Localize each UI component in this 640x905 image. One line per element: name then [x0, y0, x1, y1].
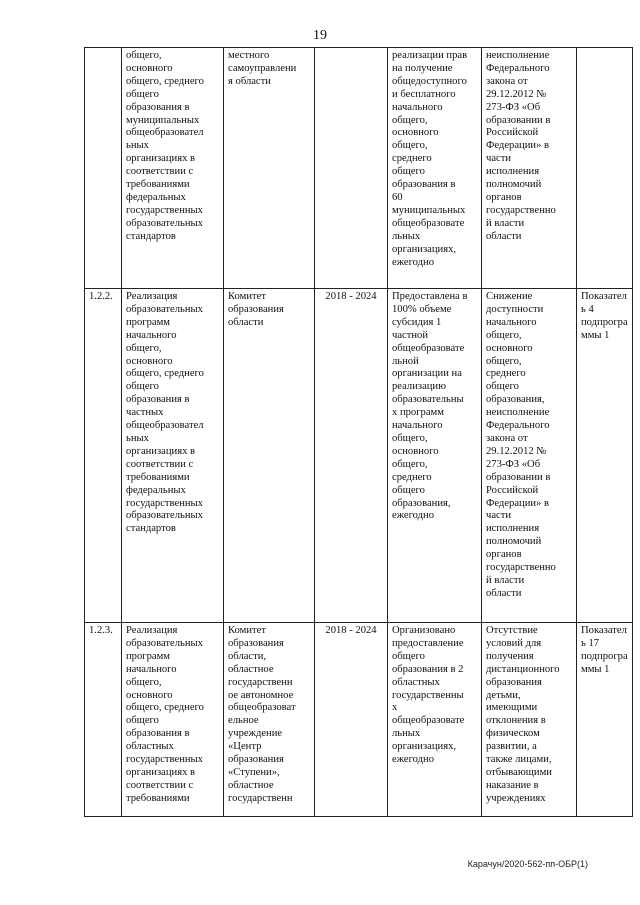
- cell-measure-name: общего, основного общего, среднего общего образования в муниципальных общеобразовател ьных организациях в соответствии с требованиями федеральных государственных образовательных стандартов: [122, 48, 224, 289]
- cell-number: 1.2.3.: [85, 623, 122, 817]
- table-row: [85, 623, 633, 817]
- cell-executor: Комитет образования области: [224, 289, 315, 623]
- table-row: [85, 289, 633, 623]
- cell-indicator-link: Показател ь 4 подпрогра ммы 1: [577, 289, 633, 623]
- cell-measure-name: Реализация образовательных программ начального общего, основного общего, среднего общего образования в частных общеобразовател ьных организациях в соответствии с требованиями федеральных государственных образовательных стандартов: [122, 289, 224, 623]
- cell-measure-name: Реализация образовательных программ начального общего, основного общего, среднего общего образования в областных государственных организациях в соответствии с требованиями: [122, 623, 224, 817]
- cell-expected-result: реализации прав на получение общедоступного и бесплатного начального общего, основного общего, среднего общего образования в 60 муниципальных общеобразовате льных организациях, ежегодно: [388, 48, 482, 289]
- cell-indicator-link: [577, 48, 633, 289]
- cell-term: [315, 48, 388, 289]
- cell-term: 2018 - 2024: [315, 289, 388, 623]
- cell-consequence: неисполнение Федерального закона от 29.12.2012 № 273-ФЗ «Об образовании в Российской Федерации» в части исполнения полномочий органов государственно й власти области: [482, 48, 577, 289]
- cell-consequence: Снижение доступности начального общего, основного общего, среднего общего образования, неисполнение Федерального закона от 29.12.2012 № 273-ФЗ «Об образовании в Российской Федерации» в части исполнения полномочий органов государственно й власти области: [482, 289, 577, 623]
- cell-expected-result: Предоставлена в 100% объеме субсидия 1 частной общеобразовате льной организации на реализацию образовательны х программ начального общего, основного общего, среднего общего образования, ежегодно: [388, 289, 482, 623]
- table-row: [85, 48, 633, 289]
- measures-table: [84, 47, 633, 817]
- cell-expected-result: Организовано предоставление общего образования в 2 областных государственны х общеобразовате льных организациях, ежегодно: [388, 623, 482, 817]
- page-number: 19: [313, 28, 327, 43]
- cell-term: 2018 - 2024: [315, 623, 388, 817]
- document-code: Карачун/2020-562-пп-ОБР(1): [467, 859, 588, 869]
- cell-consequence: Отсутствие условий для получения дистанционного образования детьми, имеющими отклонения в физическом развитии, а также лицами, отбывающими наказание в учреждениях: [482, 623, 577, 817]
- cell-indicator-link: Показател ь 17 подпрогра ммы 1: [577, 623, 633, 817]
- cell-executor: местного самоуправлени я области: [224, 48, 315, 289]
- cell-number: 1.2.2.: [85, 289, 122, 623]
- cell-executor: Комитет образования области, областное государственн ое автономное общеобразоват ельное учреждение «Центр образования «Ступени», областное государственн: [224, 623, 315, 817]
- cell-number: [85, 48, 122, 289]
